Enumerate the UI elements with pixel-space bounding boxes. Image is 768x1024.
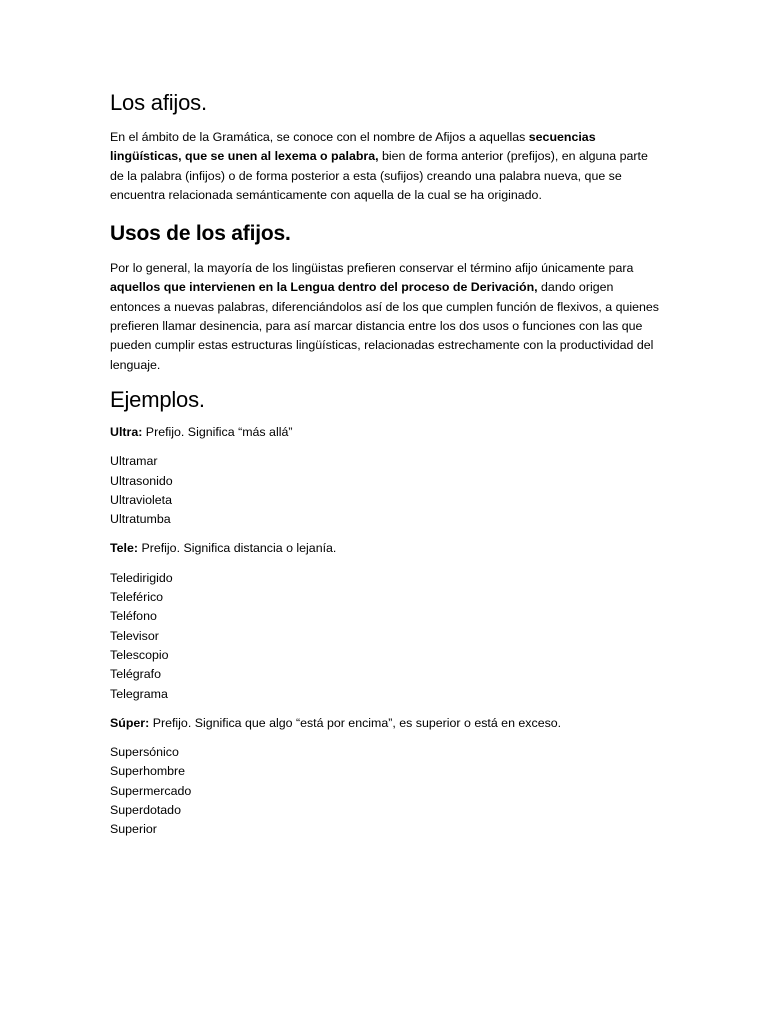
example-term: Ultra: [110, 424, 143, 439]
list-item: Superhombre [110, 764, 186, 779]
example-definition-ultra [110, 423, 662, 442]
paragraph-bold-text: aquellos que intervienen en la Lengua dentro del proceso de Derivación, [110, 280, 538, 295]
list-item: Teleférico [110, 590, 164, 605]
list-item: Superior [110, 822, 157, 837]
list-item: Televisor [110, 628, 159, 643]
example-definition-super [110, 714, 662, 733]
paragraph-text: dando origen entonces a nuevas palabras, diferenciándolos así de los que cumplen función de flexivos, a quienes prefieren llamar desinencia, para así marcar distancia entre los dos usos o funciones con las que pueden cumplir estas estructuras lingüísticas, relacionadas estrechamente con la productividad del lenguaje. [110, 280, 659, 372]
paragraph-text: bien de forma anterior (prefijos), en alguna parte de la palabra (infijos) o de forma posterior a esta (sufijos) creando una palabra nueva, que se encuentra relacionada semánticamente con aquella de la cual se ha originado. [110, 149, 648, 202]
list-item: Ultramar [110, 454, 158, 469]
example-definition-text: Prefijo. Significa distancia o lejanía. [138, 541, 337, 556]
list-item: Telégrafo [110, 667, 161, 682]
example-word-list-ultra [110, 452, 662, 529]
list-item: Telescopio [110, 647, 169, 662]
example-definition-text: Prefijo. Significa “más allá” [142, 424, 293, 439]
list-item: Teledirigido [110, 570, 173, 585]
paragraph-text: En el ámbito de la Gramática, se conoce con el nombre de Afijos a aquellas [110, 130, 529, 144]
paragraph-bold-text: secuencias lingüísticas, que se unen al lexema o palabra, [110, 130, 596, 164]
example-word-list-tele [110, 569, 662, 704]
example-term: Súper: [110, 715, 150, 730]
list-item: Telegrama [110, 686, 168, 701]
list-item: Teléfono [110, 609, 157, 624]
list-item: Ultravioleta [110, 492, 172, 507]
paragraph-text: Por lo general, la mayoría de los lingüistas prefieren conservar el término afijo únicamente para [110, 261, 634, 276]
heading-usos-de-los-afijos: Usos de los afijos. [110, 222, 291, 246]
list-item: Ultratumba [110, 512, 171, 527]
example-term: Tele: [110, 541, 138, 556]
list-item: Superdotado [110, 803, 181, 818]
heading-los-afijos: Los afijos. [110, 90, 207, 115]
list-item: Ultrasonido [110, 473, 173, 488]
list-item: Supersónico [110, 745, 179, 760]
document-page [110, 88, 662, 840]
list-item: Supermercado [110, 783, 192, 798]
paragraph-afijos-definition [110, 128, 662, 205]
heading-ejemplos: Ejemplos. [110, 386, 205, 412]
example-definition-tele [110, 539, 662, 558]
example-word-list-super [110, 743, 662, 839]
example-definition-text: Prefijo. Significa que algo “está por encima”, es superior o está en exceso. [149, 715, 562, 730]
paragraph-usos [110, 259, 662, 375]
